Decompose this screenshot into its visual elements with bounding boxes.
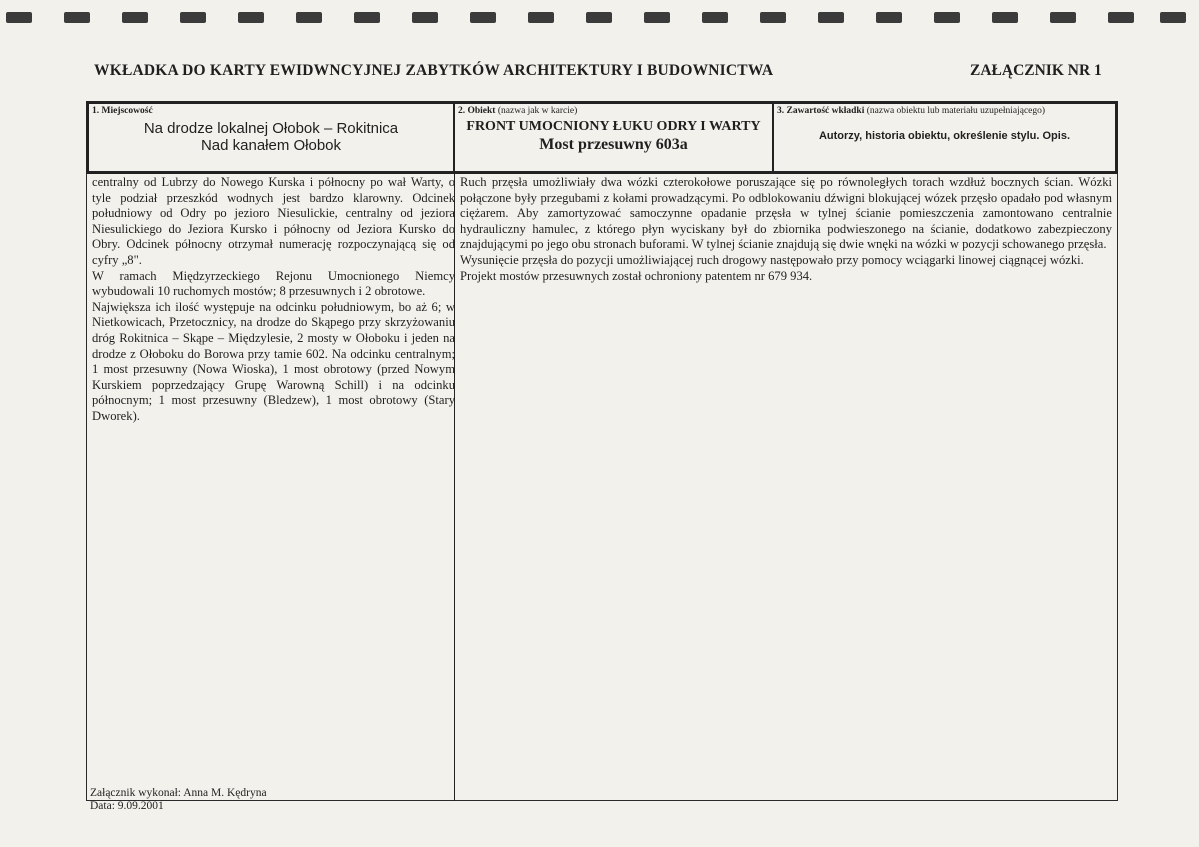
contents-description: Autorzy, historia obiektu, określenie stylu. Opis. bbox=[818, 130, 1071, 142]
punch-hole bbox=[1108, 12, 1134, 23]
punch-hole bbox=[470, 12, 496, 23]
punch-hole bbox=[122, 12, 148, 23]
punch-hole bbox=[586, 12, 612, 23]
footer bbox=[90, 787, 267, 813]
contents-label-note: (nazwa obiektu lub materiału uzupełniającego) bbox=[866, 106, 1046, 116]
right-paragraph: Projekt mostów przesuwnych został ochroniony patentem nr 679 934. bbox=[460, 268, 813, 283]
punch-hole bbox=[702, 12, 728, 23]
locality-line-2: Nad kanałem Ołobok bbox=[200, 137, 342, 154]
punch-hole bbox=[876, 12, 902, 23]
punch-hole bbox=[296, 12, 322, 23]
object-line-2: Most przesuwny 603a bbox=[539, 136, 688, 153]
locality-line-1: Na drodze lokalnej Ołobok – Rokitnica bbox=[143, 120, 399, 137]
punch-hole bbox=[64, 12, 90, 23]
punch-hole bbox=[760, 12, 786, 23]
right-paragraph: Wysunięcie przęsła do pozycji umożliwiającej ruch drogowy następowało przy pomocy wciągarki linowej ciągnącej wózki. bbox=[460, 252, 1084, 267]
punch-hole bbox=[644, 12, 670, 23]
contents-label: 3. Zawartość wkładki bbox=[777, 106, 865, 116]
punch-hole bbox=[528, 12, 554, 23]
left-paragraph: W ramach Międzyrzeckiego Rejonu Umocnionego Niemcy wybudowali 10 ruchomych mostów; 8 przesuwnych i 2 obrotowe. bbox=[92, 268, 455, 299]
punch-hole bbox=[1050, 12, 1076, 23]
punch-hole bbox=[354, 12, 380, 23]
object-line-1: FRONT UMOCNIONY ŁUKU ODRY I WARTY bbox=[466, 119, 761, 134]
left-column-text bbox=[92, 175, 455, 425]
punch-hole bbox=[238, 12, 264, 23]
locality-label: 1. Miejscowość bbox=[92, 106, 153, 116]
annex-label: ZAŁĄCZNIK NR 1 bbox=[970, 62, 1102, 79]
punch-hole bbox=[6, 12, 32, 23]
punch-hole bbox=[180, 12, 206, 23]
right-column-text bbox=[460, 175, 1112, 284]
left-paragraph: centralny od Lubrzy do Nowego Kurska i północny po wał Warty, o tyle podział przeszkód wodnych jest bardzo klarowny. Odcinek południowy od Odry po jezioro Niesulickie, centralny od jeziora Niesulickiego do Jeziora Kursko i północny od Jeziora Kursko do Obry. Odcinek północny otrzymał numerację rozpoczynającą się od cyfry „8". bbox=[92, 175, 455, 267]
object-label: 2. Obiekt bbox=[458, 106, 496, 116]
footer-author: Załącznik wykonał: Anna M. Kędryna bbox=[90, 787, 267, 799]
punch-hole bbox=[992, 12, 1018, 23]
object-label-note: (nazwa jak w karcie) bbox=[497, 106, 578, 116]
cell-object bbox=[455, 104, 772, 170]
punch-hole bbox=[818, 12, 844, 23]
left-paragraph: Największa ich ilość występuje na odcinku południowym, bo aż 6; w Nietkowicach, Przetocznicy, na drodze do Skąpego przy skrzyżowaniu dróg Rokitnica – Skąpe – Międzylesie, 2 mosty w Ołoboku i jeden na drodze z Ołoboku do Borowa przy tamie 602. Na odcinku centralnym; 1 most przesuwny (Nowa Wioska), 1 most obrotowy (przed Nowym Kurskiem poprzedzający Grupę Warowną Schill) i na odcinku północnym; 1 most przesuwny (Bledzew), 1 most obrotowy (Stary Dworek). bbox=[92, 299, 455, 423]
punch-hole bbox=[934, 12, 960, 23]
binder-punch-holes bbox=[0, 12, 1199, 24]
cell-contents bbox=[774, 104, 1115, 170]
right-paragraph: Ruch przęsła umożliwiały dwa wózki czterokołowe poruszające się po równoległych torach wzdłuż bocznych ścian. Wózki połączone były przegubami z kołami prowadzącymi. Po odblokowaniu dźwigni blokującej wózek przęsło opadało pod własnym ciężarem. Aby zamortyzować samoczynne opadanie przęsła w tylnej ścianie pomieszczenia zamontowano centralnie hydrauliczny hamulec, z którego płyn wyciskany był do zbiornika podwieszonego na ścianie, dodatkowo zabezpieczony znajdującymi po jego obu stronach buforami. W tylnej ścianie znajdują się dwie wnęki na wózki w pozycji schowanego przęsła. bbox=[460, 175, 1112, 252]
cell-locality bbox=[89, 104, 453, 170]
page-title: WKŁADKA DO KARTY EWIDWNCYJNEJ ZABYTKÓW ARCHITEKTURY I BUDOWNICTWA bbox=[94, 62, 774, 79]
punch-hole bbox=[412, 12, 438, 23]
footer-date: Data: 9.09.2001 bbox=[90, 800, 164, 812]
punch-hole bbox=[1160, 12, 1186, 23]
